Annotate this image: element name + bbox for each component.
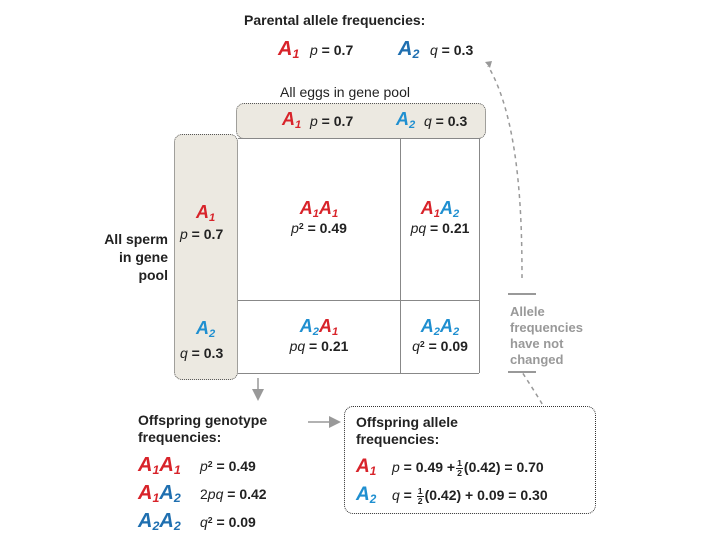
sperm-q-value: q = 0.3 bbox=[180, 345, 224, 361]
genotype-a2a2-label: $A_2A_2$ bbox=[138, 510, 181, 534]
sperm-p-value: p = 0.7 bbox=[180, 226, 224, 242]
sperm-a1-label: $A_1$ bbox=[196, 202, 216, 224]
sperm-a2-label: $A_2$ bbox=[196, 318, 216, 340]
cell-a2a2: $A_2A_2$ $q^2 = 0.09$ bbox=[412, 316, 468, 354]
eggs-p-value: p = 0.7 bbox=[310, 113, 354, 129]
offspring-q-equation: q = $\frac{1}{2}$ (0.42) + 0.09 = 0.30 bbox=[392, 486, 548, 506]
eggs-q-value: q = 0.3 bbox=[424, 113, 468, 129]
eggs-a2-label: $A_2$ bbox=[396, 109, 416, 131]
eggs-a1-label: $A_1$ bbox=[282, 109, 302, 131]
offspring-a1-label: $A_1$ bbox=[356, 456, 377, 478]
genotype-a1a2-label: $A_1A_2$ bbox=[138, 482, 181, 506]
eggs-title: All eggs in gene pool bbox=[280, 84, 410, 100]
parental-q-value: q = 0.3 bbox=[430, 42, 474, 58]
offspring-alleles-title: Offspring allele frequencies: bbox=[356, 414, 458, 447]
sperm-title: All sperm in gene pool bbox=[104, 231, 168, 283]
arrow-return-head-top bbox=[485, 61, 492, 68]
parental-a1-label: $A_1$ bbox=[278, 38, 300, 62]
parental-title: Parental allele frequencies: bbox=[244, 12, 426, 28]
genotype-a1a1-value: $p^2 = 0.49$ bbox=[200, 458, 256, 474]
offspring-p-equation: p = 0.49 + $\frac{1}{2}$ (0.42) = 0.70 bbox=[392, 458, 544, 478]
parental-a2-label: $A_2$ bbox=[398, 38, 420, 62]
genotype-a1a1-label: $A_1A_1$ bbox=[138, 454, 181, 478]
cell-a1a1: $A_1A_1$ $p^2 = 0.49$ bbox=[291, 198, 347, 236]
cell-a2a1: $A_2A_1$ pq = 0.21 bbox=[289, 316, 349, 354]
cell-a1a2: $A_1A_2$ pq = 0.21 bbox=[410, 198, 470, 236]
offspring-a2-label: $A_2$ bbox=[356, 484, 377, 506]
unchanged-note: Allele frequencies have not changed bbox=[510, 304, 583, 367]
arrow-return-dashed bbox=[488, 66, 560, 448]
genotype-title: Offspring genotype frequencies: bbox=[138, 412, 268, 445]
parental-p-value: p = 0.7 bbox=[310, 42, 354, 58]
genotype-a1a2-value: 2pq = 0.42 bbox=[200, 486, 267, 502]
genotype-a2a2-value: $q^2 = 0.09$ bbox=[200, 514, 256, 530]
